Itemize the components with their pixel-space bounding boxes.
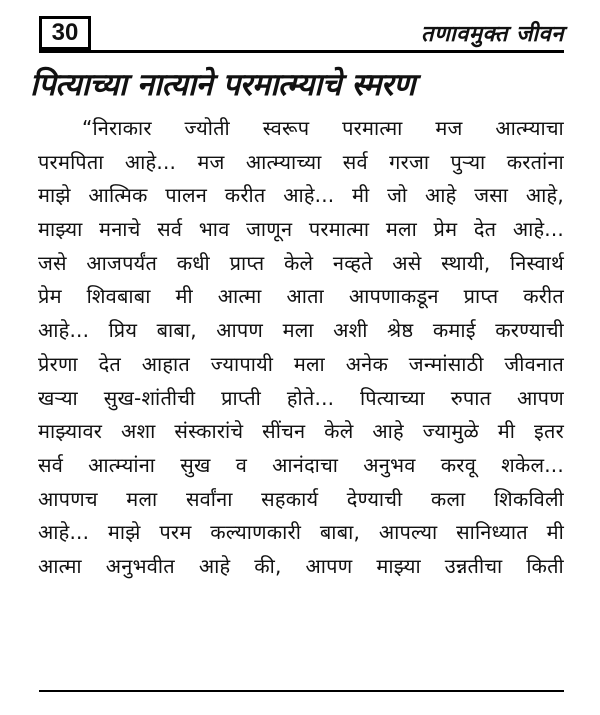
text-line: आहे... प्रिय बाबा, आपण मला अशी श्रेष्ठ कमाई करण्याची (38, 318, 564, 343)
text-line: प्रेरणा देत आहात ज्यापायी मला अनेक जन्मांसाठी जीवनात (38, 351, 564, 376)
text-line: जसे आजपर्यंत कधी प्राप्त केले नव्हते असे स्थायी, निस्वार्थ (38, 250, 564, 275)
page-number: 30 (39, 16, 91, 50)
book-title: तणावमुक्त जीवन (421, 22, 564, 47)
header-divider (39, 50, 564, 53)
body-text (38, 112, 564, 584)
text-line: आत्मा अनुभवीत आहे की, आपण माझ्या उन्नतीचा किती (38, 553, 564, 578)
text-line: आहे... माझे परम कल्याणकारी बाबा, आपल्या सानिध्यात मी (38, 520, 564, 545)
text-line: प्रेम शिवबाबा मी आत्मा आता आपणाकडून प्राप्त करीत (38, 284, 564, 309)
text-line: “निराकार ज्योती स्वरूप परमात्मा मज आत्म्याचा (82, 116, 564, 140)
text-line: माझ्या मनाचे सर्व भाव जाणून परमात्मा मला प्रेम देत आहे... (38, 217, 564, 242)
text-line: आपणच मला सर्वांना सहकार्य देण्याची कला शिकविली (38, 486, 564, 511)
text-line: परमपिता आहे... मज आत्म्याच्या सर्व गरजा पुऱ्या करतांना (38, 149, 564, 174)
text-line: सर्व आत्म्यांना सुख व आनंदाचा अनुभव करवू शकेल... (38, 452, 564, 477)
text-line: माझे आत्मिक पालन करीत आहे... मी जो आहे जसा आहे, (38, 183, 564, 208)
text-line: माझ्यावर अशा संस्कारांचे सींचन केले आहे ज्यामुळे मी इतर (38, 419, 564, 444)
text-line: खऱ्या सुख-शांतीची प्राप्ती होते... पित्याच्या रुपात आपण (38, 385, 564, 410)
footer-divider (39, 690, 564, 692)
chapter-title: पित्याच्या नात्याने परमात्म्याचे स्मरण (30, 67, 415, 103)
